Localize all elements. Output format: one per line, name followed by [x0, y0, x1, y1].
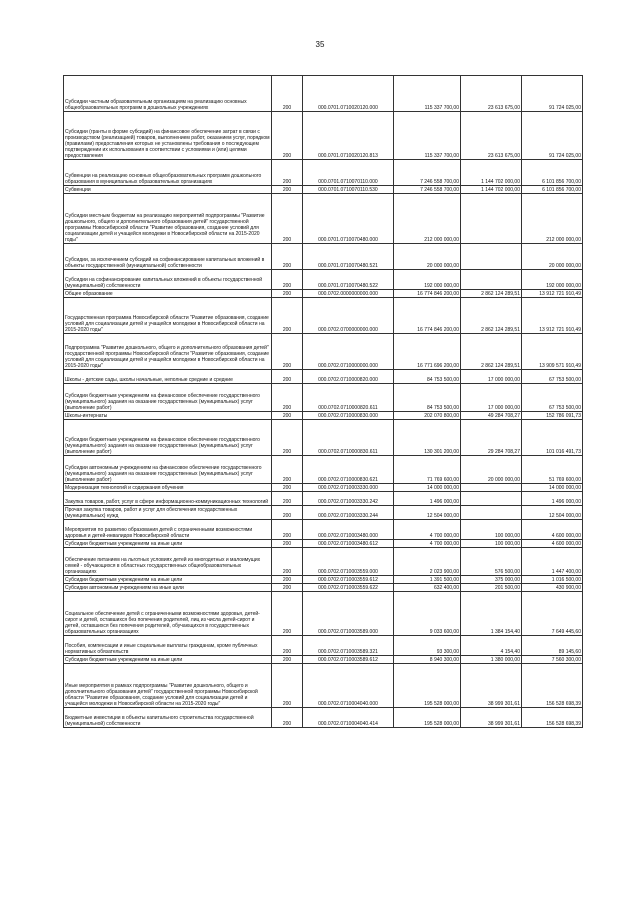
row-other-cell: 212 000 000,00: [522, 194, 583, 244]
row-total-cell: 16 774 846 200,00: [394, 290, 461, 298]
row-other-cell: 152 786 091,73: [522, 412, 583, 420]
row-total-cell: 115 337 700,00: [394, 76, 461, 112]
table-row: [64, 548, 583, 576]
row-code-cell: 000.0702.0710003330.244: [303, 506, 394, 520]
row-other-cell: 7 649 445,60: [522, 592, 583, 636]
table-row: [64, 290, 583, 298]
row-federal-cell: [461, 244, 522, 270]
row-code-cell: 000.0702.0710003559.612: [303, 576, 394, 584]
row-name-cell: Школы-интернаты: [64, 412, 272, 420]
row-federal-cell: 38 999 301,61: [461, 708, 522, 728]
row-grbs-cell: 200: [272, 112, 303, 160]
row-federal-cell: 2 862 124 289,51: [461, 334, 522, 370]
row-grbs-cell: 200: [272, 656, 303, 664]
row-grbs-cell: 200: [272, 244, 303, 270]
row-federal-cell: 2 862 124 289,51: [461, 290, 522, 298]
row-grbs-cell: 200: [272, 506, 303, 520]
row-total-cell: 84 753 500,00: [394, 370, 461, 384]
table-row: [64, 244, 583, 270]
row-grbs-cell: 200: [272, 186, 303, 194]
row-name-cell: Обеспечение питанием на льготных условиях детей из многодетных и малоимущих семей - обучающихся в областных государственных общеобразовательных организациях: [64, 548, 272, 576]
row-total-cell: 7 246 558 700,00: [394, 186, 461, 194]
row-code-cell: 000.0702.0710000830.621: [303, 456, 394, 484]
row-total-cell: 4 700 000,00: [394, 520, 461, 540]
table-row: [64, 270, 583, 290]
table-row: [64, 370, 583, 384]
row-federal-cell: 49 284 708,27: [461, 412, 522, 420]
row-federal-cell: [461, 506, 522, 520]
row-federal-cell: [461, 194, 522, 244]
row-name-cell: Подпрограмма "Развитие дошкольного, общего и дополнительного образования детей" государственной программы Новосибирской области "Развитие образования, создание условий для социализации детей и учащейся молодежи в Новосибирской области на 2015-2020 годы": [64, 334, 272, 370]
row-name-cell: Субсидии, за исключением субсидий на софинансирование капитальных вложений в объекты государственной (муниципальной) собственности: [64, 244, 272, 270]
row-grbs-cell: 200: [272, 298, 303, 334]
row-grbs-cell: 200: [272, 290, 303, 298]
row-grbs-cell: 200: [272, 548, 303, 576]
table-row: [64, 186, 583, 194]
row-federal-cell: 17 000 000,00: [461, 384, 522, 412]
row-grbs-cell: 200: [272, 270, 303, 290]
row-other-cell: 6 101 856 700,00: [522, 186, 583, 194]
row-federal-cell: 100 000,00: [461, 540, 522, 548]
table-row: [64, 708, 583, 728]
row-federal-cell: 38 999 301,61: [461, 664, 522, 708]
row-grbs-cell: 200: [272, 76, 303, 112]
row-other-cell: 91 724 025,00: [522, 76, 583, 112]
row-federal-cell: 1 144 702 000,00: [461, 160, 522, 186]
row-other-cell: 4 600 000,00: [522, 540, 583, 548]
row-grbs-cell: 200: [272, 334, 303, 370]
row-total-cell: 12 504 000,00: [394, 506, 461, 520]
row-code-cell: 000.0701.0710070480.522: [303, 270, 394, 290]
row-total-cell: 71 769 600,00: [394, 456, 461, 484]
row-code-cell: 000.0702.0710003330.242: [303, 492, 394, 506]
table-row: [64, 194, 583, 244]
row-name-cell: Модернизация технологий и содержания обучения: [64, 484, 272, 492]
row-federal-cell: [461, 484, 522, 492]
row-total-cell: 195 528 000,00: [394, 664, 461, 708]
row-code-cell: 000.0702.0710000830.000: [303, 412, 394, 420]
row-other-cell: 67 753 500,00: [522, 370, 583, 384]
row-code-cell: 000.0702.0710003559.000: [303, 548, 394, 576]
row-other-cell: 14 000 000,00: [522, 484, 583, 492]
row-other-cell: 20 000 000,00: [522, 244, 583, 270]
row-grbs-cell: 200: [272, 456, 303, 484]
row-grbs-cell: 200: [272, 194, 303, 244]
budget-table: [63, 75, 583, 728]
row-other-cell: 6 101 856 700,00: [522, 160, 583, 186]
row-code-cell: 000.0702.0000000000.000: [303, 290, 394, 298]
row-grbs-cell: 200: [272, 540, 303, 548]
row-other-cell: 1 496 000,00: [522, 492, 583, 506]
row-name-cell: Субсидии частным образовательным организациям на реализацию основных общеобразовательных программ в дошкольных учреждениях: [64, 76, 272, 112]
row-other-cell: 91 724 025,00: [522, 112, 583, 160]
row-name-cell: Субсидии бюджетным учреждениям на финансовое обеспечение государственного (муниципального) задания на оказание государственных (муниципальных) услуг (выполнение работ): [64, 384, 272, 412]
table-row: [64, 484, 583, 492]
row-total-cell: 195 528 000,00: [394, 708, 461, 728]
row-name-cell: Субсидии бюджетным учреждениям на иные цели: [64, 656, 272, 664]
row-other-cell: 13 909 571 910,49: [522, 334, 583, 370]
row-total-cell: 93 300,00: [394, 636, 461, 656]
row-other-cell: 13 912 721 910,49: [522, 290, 583, 298]
row-name-cell: Субсидии бюджетным учреждениям на иные цели: [64, 540, 272, 548]
row-total-cell: 84 753 500,00: [394, 384, 461, 412]
row-federal-cell: 1 144 702 000,00: [461, 186, 522, 194]
row-federal-cell: 100 000,00: [461, 520, 522, 540]
row-other-cell: 89 145,60: [522, 636, 583, 656]
row-grbs-cell: 200: [272, 160, 303, 186]
row-federal-cell: 1 380 000,00: [461, 656, 522, 664]
row-total-cell: 7 246 558 700,00: [394, 160, 461, 186]
row-federal-cell: 201 500,00: [461, 584, 522, 592]
table-row: [64, 576, 583, 584]
row-total-cell: 16 774 846 200,00: [394, 298, 461, 334]
row-federal-cell: 1 384 154,40: [461, 592, 522, 636]
row-name-cell: Социальное обеспечение детей с ограниченными возможностями здоровья, детей-сирот и детей, оставшихся без попечения родителей, лиц из числа детей-сирот и детей, оставшихся без попечения родителей, обучающихся в государственных образовательных организациях: [64, 592, 272, 636]
table-row: [64, 636, 583, 656]
row-name-cell: Бюджетные инвестиции в объекты капитального строительства государственной (муниципальной) собственности: [64, 708, 272, 728]
row-federal-cell: 23 613 675,00: [461, 112, 522, 160]
row-name-cell: Субсидии бюджетным учреждениям на иные цели: [64, 576, 272, 584]
row-name-cell: Пособия, компенсации и иные социальные выплаты гражданам, кроме публичных нормативных обязательств: [64, 636, 272, 656]
row-name-cell: Субвенции: [64, 186, 272, 194]
row-code-cell: 000.0702.0710000000.000: [303, 334, 394, 370]
row-code-cell: 000.0702.0700000000.000: [303, 298, 394, 334]
row-name-cell: Закупка товаров, работ, услуг в сфере информационно-коммуникационных технологий: [64, 492, 272, 506]
row-code-cell: 000.0701.0710070480.521: [303, 244, 394, 270]
row-other-cell: 4 600 000,00: [522, 520, 583, 540]
row-code-cell: 000.0702.0710003589.321: [303, 636, 394, 656]
row-other-cell: 1 447 400,00: [522, 548, 583, 576]
table-row: [64, 520, 583, 540]
row-code-cell: 000.0701.0710070480.000: [303, 194, 394, 244]
row-code-cell: 000.0701.0710020120.000: [303, 76, 394, 112]
row-federal-cell: 17 000 000,00: [461, 370, 522, 384]
row-other-cell: 192 000 000,00: [522, 270, 583, 290]
table-row: [64, 664, 583, 708]
row-code-cell: 000.0702.0710003480.000: [303, 520, 394, 540]
table-row: [64, 584, 583, 592]
table-row: [64, 540, 583, 548]
row-federal-cell: 2 862 124 289,51: [461, 298, 522, 334]
table-row: [64, 412, 583, 420]
row-other-cell: 101 016 491,73: [522, 420, 583, 456]
row-code-cell: 000.0702.0710004040.414: [303, 708, 394, 728]
row-total-cell: 9 033 600,00: [394, 592, 461, 636]
row-grbs-cell: 200: [272, 636, 303, 656]
row-name-cell: Школы - детские сады, школы начальные, неполные средние и средние: [64, 370, 272, 384]
row-code-cell: 000.0702.0710003480.612: [303, 540, 394, 548]
row-total-cell: 8 940 300,00: [394, 656, 461, 664]
table-row: [64, 420, 583, 456]
table-row: [64, 298, 583, 334]
row-name-cell: Субсидии автономным учреждениям на финансовое обеспечение государственного (муниципального) задания на оказание государственных (муниципальных) услуг (выполнение работ): [64, 456, 272, 484]
row-total-cell: 130 301 200,00: [394, 420, 461, 456]
table-row: [64, 506, 583, 520]
row-code-cell: 000.0702.0710003589.612: [303, 656, 394, 664]
row-grbs-cell: 200: [272, 484, 303, 492]
row-code-cell: 000.0701.0710070110.530: [303, 186, 394, 194]
table-row: [64, 160, 583, 186]
row-federal-cell: 4 154,40: [461, 636, 522, 656]
row-name-cell: Общее образование: [64, 290, 272, 298]
row-code-cell: 000.0702.0710000820.611: [303, 384, 394, 412]
row-other-cell: 430 900,00: [522, 584, 583, 592]
row-total-cell: 4 700 000,00: [394, 540, 461, 548]
row-name-cell: Субсидии на софинансирование капитальных вложений в объекты государственной (муниципальной) собственности: [64, 270, 272, 290]
table-row: [64, 492, 583, 506]
table-row: [64, 592, 583, 636]
table-row: [64, 456, 583, 484]
row-federal-cell: 23 613 675,00: [461, 76, 522, 112]
row-code-cell: 000.0702.0710003559.622: [303, 584, 394, 592]
row-other-cell: 1 016 500,00: [522, 576, 583, 584]
row-name-cell: Субсидии бюджетным учреждениям на финансовое обеспечение государственного (муниципального) задания на оказание государственных (муниципальных) услуг (выполнение работ): [64, 420, 272, 456]
table-row: [64, 112, 583, 160]
row-grbs-cell: 200: [272, 492, 303, 506]
row-grbs-cell: 200: [272, 592, 303, 636]
row-grbs-cell: 200: [272, 664, 303, 708]
row-total-cell: 14 000 000,00: [394, 484, 461, 492]
row-federal-cell: 375 000,00: [461, 576, 522, 584]
row-total-cell: 20 000 000,00: [394, 244, 461, 270]
row-total-cell: 202 070 800,00: [394, 412, 461, 420]
row-other-cell: 13 912 721 910,49: [522, 298, 583, 334]
row-other-cell: 67 753 500,00: [522, 384, 583, 412]
row-code-cell: 000.0702.0710003330.000: [303, 484, 394, 492]
row-name-cell: Субсидии автономным учреждениям на иные цели: [64, 584, 272, 592]
table-row: [64, 334, 583, 370]
row-grbs-cell: 200: [272, 584, 303, 592]
row-name-cell: Государственная программа Новосибирской области "Развитие образования, создание условий для социализации детей и учащейся молодежи в Новосибирской области на 2015-2020 годы": [64, 298, 272, 334]
row-name-cell: Прочая закупка товаров, работ и услуг для обеспечения государственных (муниципальных) нужд: [64, 506, 272, 520]
row-total-cell: 16 771 696 200,00: [394, 334, 461, 370]
row-grbs-cell: 200: [272, 708, 303, 728]
row-total-cell: 1 391 500,00: [394, 576, 461, 584]
page-number: 35: [315, 40, 325, 49]
row-name-cell: Мероприятия по развитию образования детей с ограниченными возможностями здоровья и детей-инвалидов Новосибирской области: [64, 520, 272, 540]
row-code-cell: 000.0702.0710000830.611: [303, 420, 394, 456]
table-row: [64, 76, 583, 112]
budget-table-body: [64, 76, 583, 728]
row-grbs-cell: 200: [272, 370, 303, 384]
row-federal-cell: [461, 492, 522, 506]
row-code-cell: 000.0701.0710070110.000: [303, 160, 394, 186]
row-grbs-cell: 200: [272, 576, 303, 584]
row-name-cell: Иные мероприятия в рамках подпрограммы "Развитие дошкольного, общего и дополнительного образования детей" государственной программы Новосибирской области "Развитие образования, создание условий для социализации детей и учащейся молодежи в Новосибирской области на 2015-2020 годы": [64, 664, 272, 708]
row-grbs-cell: 200: [272, 520, 303, 540]
row-other-cell: 51 769 600,00: [522, 456, 583, 484]
row-federal-cell: 576 500,00: [461, 548, 522, 576]
row-total-cell: 1 496 000,00: [394, 492, 461, 506]
row-code-cell: 000.0702.0710004040.000: [303, 664, 394, 708]
row-grbs-cell: 200: [272, 384, 303, 412]
row-total-cell: 2 023 900,00: [394, 548, 461, 576]
row-federal-cell: 20 000 000,00: [461, 456, 522, 484]
row-other-cell: 156 528 698,39: [522, 708, 583, 728]
row-federal-cell: [461, 270, 522, 290]
row-name-cell: Субвенции на реализацию основных общеобразовательных программ дошкольного образования в муниципальных образовательных организациях: [64, 160, 272, 186]
row-code-cell: 000.0702.0710003589.000: [303, 592, 394, 636]
row-total-cell: 192 000 000,00: [394, 270, 461, 290]
row-name-cell: Субсидии местным бюджетам на реализацию мероприятий подпрограммы "Развитие дошкольного, общего и дополнительного образования детей" государственной программы Новосибирской области "Развитие образования, создание условий для социализации детей и учащейся молодежи в Новосибирской области на 2015-2020 годы": [64, 194, 272, 244]
row-code-cell: 000.0701.0710020120.813: [303, 112, 394, 160]
row-code-cell: 000.0702.0710000820.000: [303, 370, 394, 384]
row-grbs-cell: 200: [272, 420, 303, 456]
row-other-cell: 12 504 000,00: [522, 506, 583, 520]
row-other-cell: 7 560 300,00: [522, 656, 583, 664]
row-federal-cell: 29 284 708,27: [461, 420, 522, 456]
table-row: [64, 384, 583, 412]
row-name-cell: Субсидии (гранты в форме субсидий) на финансовое обеспечение затрат в связи с производством (реализацией) товаров, выполнением работ, оказанием услуг, порядком (правилами) предоставления которых не установлены требования о последующем подтверждении их использования в соответствии с условиями и (или) целями предоставления: [64, 112, 272, 160]
row-grbs-cell: 200: [272, 412, 303, 420]
row-total-cell: 212 000 000,00: [394, 194, 461, 244]
row-total-cell: 632 400,00: [394, 584, 461, 592]
row-other-cell: 156 528 698,39: [522, 664, 583, 708]
row-total-cell: 115 337 700,00: [394, 112, 461, 160]
table-row: [64, 656, 583, 664]
